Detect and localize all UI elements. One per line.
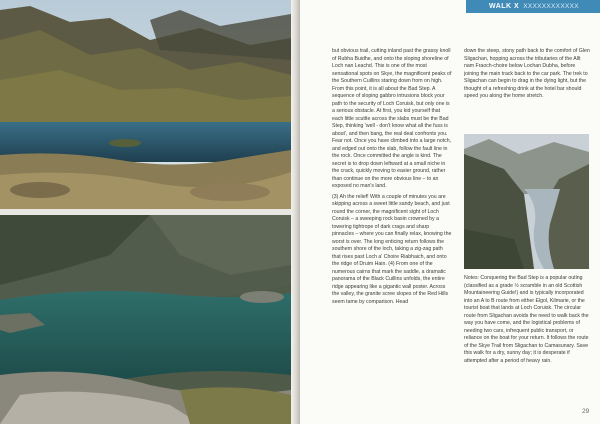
notes-column — [464, 275, 590, 368]
walk-header-bar — [466, 0, 600, 13]
walk-label: WALK X — [489, 3, 520, 10]
right-page — [300, 0, 600, 424]
page-gutter — [291, 0, 300, 424]
glen-sligachan-photo — [464, 134, 589, 269]
paragraph: down the steep, stony path back to the comfort of Glen Sligachan, hopping across the tributaries of the Allt nam Fraoch-choire below Lochan Dubha, before joining the main track back to the car park. The trek to Sligachan can begin to drag in the dying light, but the thought of a refreshing drink at the hotel bar should speed you along the home stretch. — [464, 48, 590, 99]
text-column-2 — [464, 48, 590, 104]
loch-and-mountains-photo — [0, 0, 291, 209]
notes-paragraph: Notes: Conquering the Bad Step is a popular outing (classified as a grade ½ scramble in an old Scottish Mountaineering Guide!) and is typically incorporated into an A to B route from either Elgol, Kilmarie, or the tourist boat that lands at Loch Coruisk. The circular route from Sligachan avoids the need to walk back the way you have come, and the logistical problems of needing two cars, infrequent public transport, or reliance on the boat for your return. It follows the route of the Skye Trail from Sligachan to Camasunary. Save this walk for a dry, sunny day; it is desperate if attempted after a period of heavy rain. — [464, 275, 589, 364]
paragraph: but obvious trail, cutting inland past the grassy knoll of Rubha Buidhe, and onto the sloping shoreline of Loch nan Leachd. This is one of the most sensational spots on Skye, the magnificent peaks of the Southern Cuillins staring down from on high. From this point, it is all about the Bad Step. A sequence of sloping gabbro intrusions block your path to the security of Loch Coruisk, but only one is a serious obstacle. At first, you kid yourself that each little scuttle across the slabs must be the Bad Step, thinking 'well - don't know what all the fuss is about', and then bang, the real deal confronts you. Fear not. Once you have climbed into a large notch, and edged out onto the slab, follow the fault line in the rock. Once committed the angle is kind. The secret is to drop down leftward at a small niche in the crack, quickly moving to easier ground, rather than continue on the more obvious line – to an exposed no man's land. — [332, 48, 452, 189]
walk-name: XXXXXXXXXXXX — [523, 3, 579, 10]
loch-coruisk-photo — [0, 215, 291, 424]
paragraph: (3) Ah the relief! With a couple of minutes you are skipping across a sweet little sandy beach, and just round the corner, the magnificent sight of Loch Coruisk – a sweeping rock basin crowned by a towering tightrope of dark crags and sharp pinnacles – where you can finally relax, knowing the worst is over. The long enticing return follows the southern shore of the loch, taking a zig-zag path that rises past Loch a' Choire Riabhaich, and onto the ridge of Druim Hain. (4) From one of the numerous cairns that mark the saddle, a dramatic panorama of the Black Cuillins unfolds, the entire ridge appearing like a gigantic wall poster. Across the valley, the granite scree slopes of the Red Hills seem tame by comparison. Head — [332, 193, 452, 305]
page-number: 29 — [582, 408, 590, 415]
text-column-1 — [332, 48, 452, 309]
